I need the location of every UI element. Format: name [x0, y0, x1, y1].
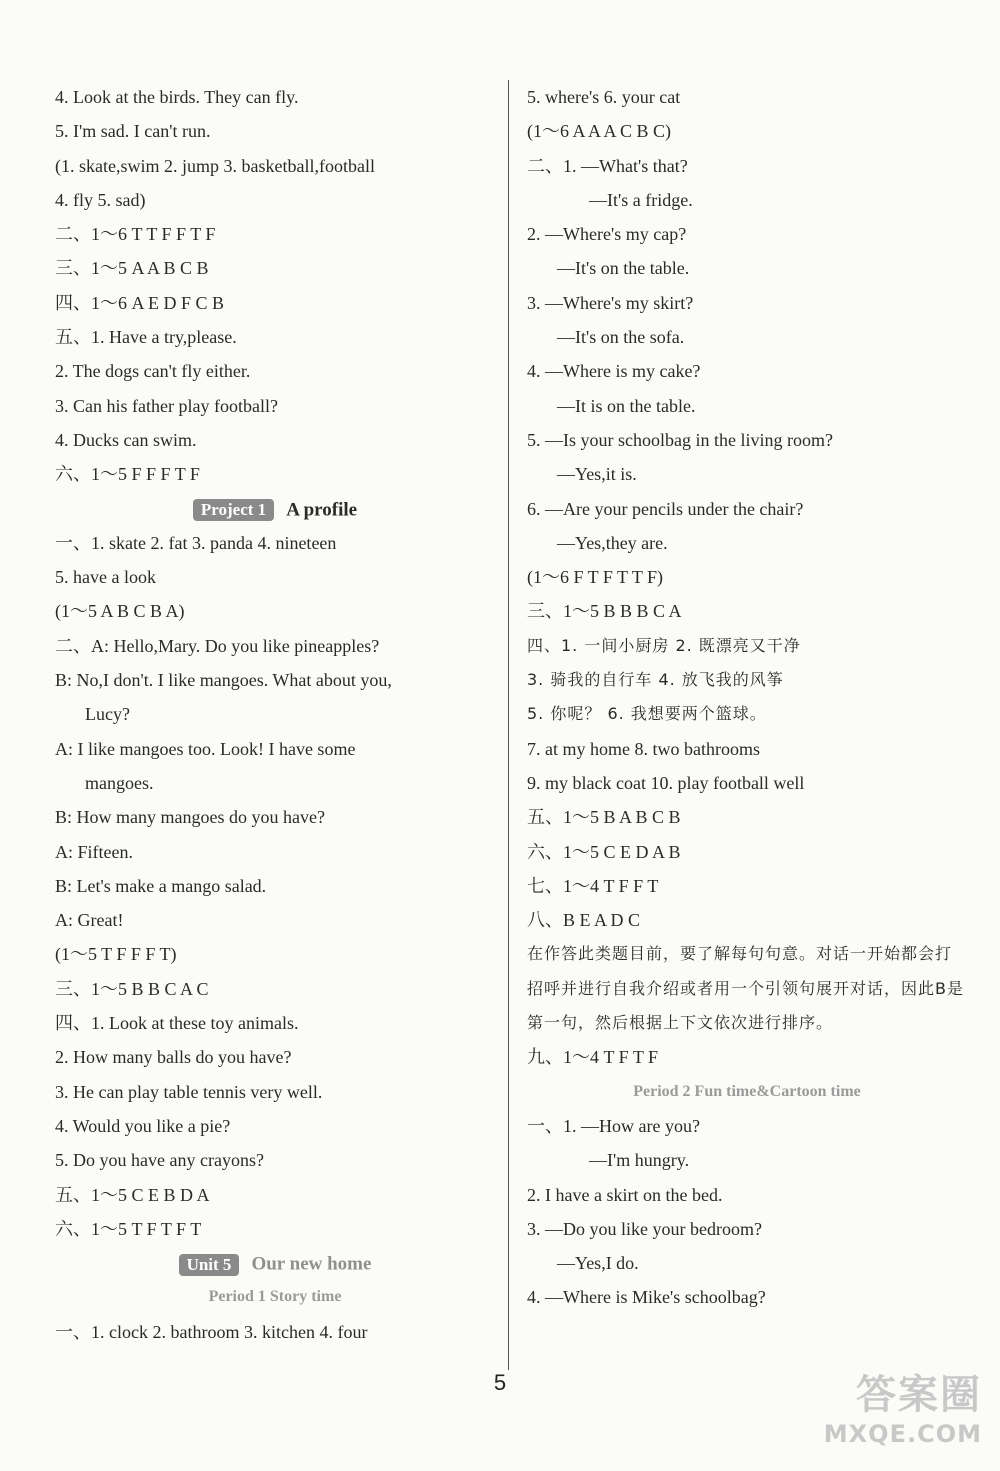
answer-line: 7. at my home 8. two bathrooms	[527, 738, 760, 759]
left-column	[55, 80, 495, 1349]
answer-line: —I'm hungry.	[589, 1150, 690, 1171]
answer-line: —Yes,it is.	[557, 464, 637, 485]
answer-line: 五、1～5 C E B D A	[55, 1184, 210, 1205]
answer-line: 一、1. skate 2. fat 3. panda 4. nineteen	[55, 532, 337, 553]
answer-line: —Yes,I do.	[557, 1253, 639, 1274]
answer-line: 3. Can his father play football?	[55, 395, 278, 416]
answer-line: 5. where's 6. your cat	[527, 87, 681, 107]
answer-line: —Yes,they are.	[557, 532, 668, 553]
answer-line: 二、1. —What's that?	[527, 155, 688, 176]
answer-line: 四、1. Look at these toy animals.	[55, 1013, 299, 1034]
answer-line: (1. skate,swim 2. jump 3. basketball,football	[55, 155, 375, 176]
answer-line: mangoes.	[85, 772, 154, 793]
answer-line: 2. How many balls do you have?	[55, 1047, 292, 1068]
answer-line: B: No,I don't. I like mangoes. What about you,	[55, 670, 392, 691]
answer-line: 2. The dogs can't fly either.	[55, 361, 251, 382]
answer-line: 5. Do you have any crayons?	[55, 1150, 264, 1171]
answer-line: 三、1～5 B B B C A	[527, 601, 682, 622]
answer-line: 三、1～5 A A B C B	[55, 258, 209, 279]
answer-line: 六、1～5 C E D A B	[527, 841, 681, 862]
project-badge: Project 1	[193, 499, 274, 521]
project-heading	[55, 492, 495, 526]
answer-line: 七、1～4 T F F T	[527, 875, 659, 896]
unit-badge: Unit 5	[179, 1254, 240, 1276]
column-divider	[508, 80, 509, 1370]
answer-line: 三、1～5 B B C A C	[55, 978, 209, 999]
answer-line: 4. fly 5. sad)	[55, 189, 146, 210]
answer-line: 九、1～4 T F T F	[527, 1047, 659, 1068]
answer-line: 六、1～5 T F T F T	[55, 1218, 202, 1239]
unit-title: Our new home	[251, 1253, 372, 1275]
answer-line: (1～5 A B C B A)	[55, 601, 185, 622]
answer-line: 一、1. —How are you?	[527, 1115, 700, 1136]
answer-line: Lucy?	[85, 704, 130, 725]
site-watermark	[772, 1363, 982, 1463]
answer-line: 4. —Where is my cake?	[527, 361, 701, 382]
answer-line: 一、1. clock 2. bathroom 3. kitchen 4. four	[55, 1321, 368, 1342]
answer-line: 八、B E A D C	[527, 910, 641, 931]
answer-line: 六、1～5 F F F T F	[55, 464, 200, 485]
answer-line: —It's on the table.	[557, 258, 690, 279]
answer-line: —It's on the sofa.	[557, 327, 685, 348]
answer-line: B: How many mangoes do you have?	[55, 807, 325, 828]
watermark-logo: 答案圈	[856, 1372, 982, 1418]
unit-heading	[55, 1246, 495, 1280]
project-title: A profile	[286, 499, 358, 521]
answer-line: 3. —Do you like your bedroom?	[527, 1218, 762, 1239]
answer-line: 5. —Is your schoolbag in the living room?	[527, 429, 833, 450]
period-heading: Period 2 Fun time&Cartoon time	[633, 1082, 861, 1100]
answer-line: 二、A: Hello,Mary. Do you like pineapples?	[55, 635, 380, 656]
answer-line: (1～6 F T F T T F)	[527, 567, 664, 588]
answer-line: 二、1～6 T T F F T F	[55, 224, 216, 245]
answer-line: 6. —Are your pencils under the chair?	[527, 498, 804, 519]
answer-line: 3. —Where's my skirt?	[527, 292, 694, 313]
page-number: 5	[493, 1370, 507, 1395]
answer-line: 四、1～6 A E D F C B	[55, 292, 225, 313]
answer-line: 2. I have a skirt on the bed.	[527, 1184, 723, 1205]
answer-line: 9. my black coat 10. play football well	[527, 772, 805, 793]
answer-line: 4. Ducks can swim.	[55, 429, 197, 450]
answer-line: B: Let's make a mango salad.	[55, 875, 267, 896]
answer-line: 五、1～5 B A B C B	[527, 807, 681, 828]
answer-line: —It is on the table.	[557, 395, 696, 416]
answer-line: 3. He can play table tennis very well.	[55, 1081, 323, 1102]
answer-line: 5. have a look	[55, 567, 156, 588]
right-column	[527, 80, 967, 1315]
answer-line: —It's a fridge.	[589, 189, 693, 210]
explanation-paragraph: 在作答此类题目前，要了解每句句意。对话一开始都会打招呼并进行自我介绍或者用一个引领句展开对话，因此B是第一句，然后根据上下文依次进行排序。	[527, 944, 964, 1033]
answer-line: 5. I'm sad. I can't run.	[55, 121, 211, 142]
answer-line: (1～6 A A A C B C)	[527, 121, 672, 142]
answer-line: 四、1. 一间小厨房 2. 既漂亮又干净	[527, 635, 801, 655]
answer-line: 4. Would you like a pie?	[55, 1115, 231, 1136]
answer-line: 5. 你呢？ 6. 我想要两个篮球。	[527, 704, 767, 724]
watermark-url: MXQE.COM	[823, 1420, 982, 1448]
answer-line: 五、1. Have a try,please.	[55, 327, 237, 348]
answer-line: (1～5 T F F F T)	[55, 944, 177, 965]
period-heading: Period 1 Story time	[208, 1288, 342, 1306]
answer-line: A: I like mangoes too. Look! I have some	[55, 738, 356, 759]
answer-line: 4. Look at the birds. They can fly.	[55, 87, 299, 107]
answer-line: A: Fifteen.	[55, 841, 133, 862]
answer-line: 4. —Where is Mike's schoolbag?	[527, 1287, 766, 1308]
answer-line: A: Great!	[55, 910, 124, 931]
answer-line: 3. 骑我的自行车 4. 放飞我的风筝	[527, 670, 784, 690]
answer-line: 2. —Where's my cap?	[527, 224, 687, 245]
